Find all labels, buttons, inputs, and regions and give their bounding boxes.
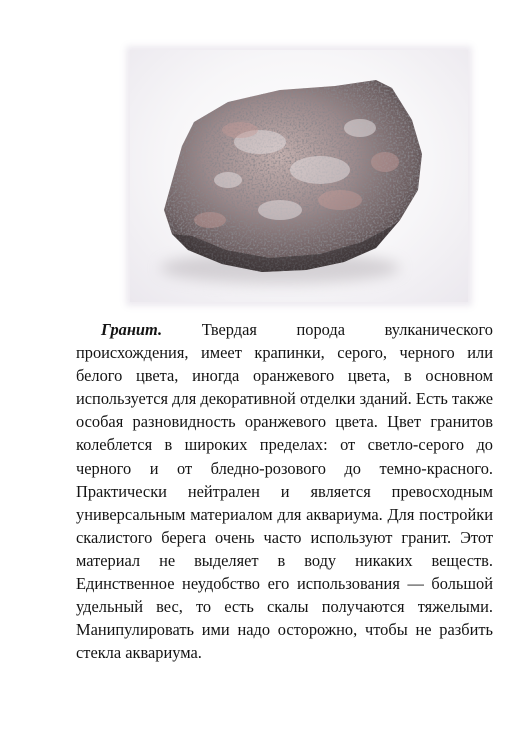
granite-rock-image xyxy=(130,50,468,302)
granite-photo xyxy=(130,50,468,302)
article-body: Твердая порода вулканического происхождения, имеет крапинки, серого, черного или белого цвета, иногда оранжевого цвета, в основном используется для декоративной отделки зданий. Есть также особая разновидность оранжевого цвета. Цвет гранитов колеблется в широких пределах: от светло-серого до черного и от бледно-розового до темно-красного. Практически нейтрален и является превосходным универсальным материалом для аквариума. Для постройки скалистого берега очень часто используют гранит. Этот материал не выделяет в воду никаких веществ. Единственное неудобство его использования — большой удельный вес, то есть скалы получаются тяжелыми. Манипулировать ими надо осторожно, чтобы не разбить стекла аквариума. xyxy=(76,320,493,663)
article-paragraph xyxy=(76,318,493,664)
article-term: Гранит. xyxy=(101,320,163,339)
